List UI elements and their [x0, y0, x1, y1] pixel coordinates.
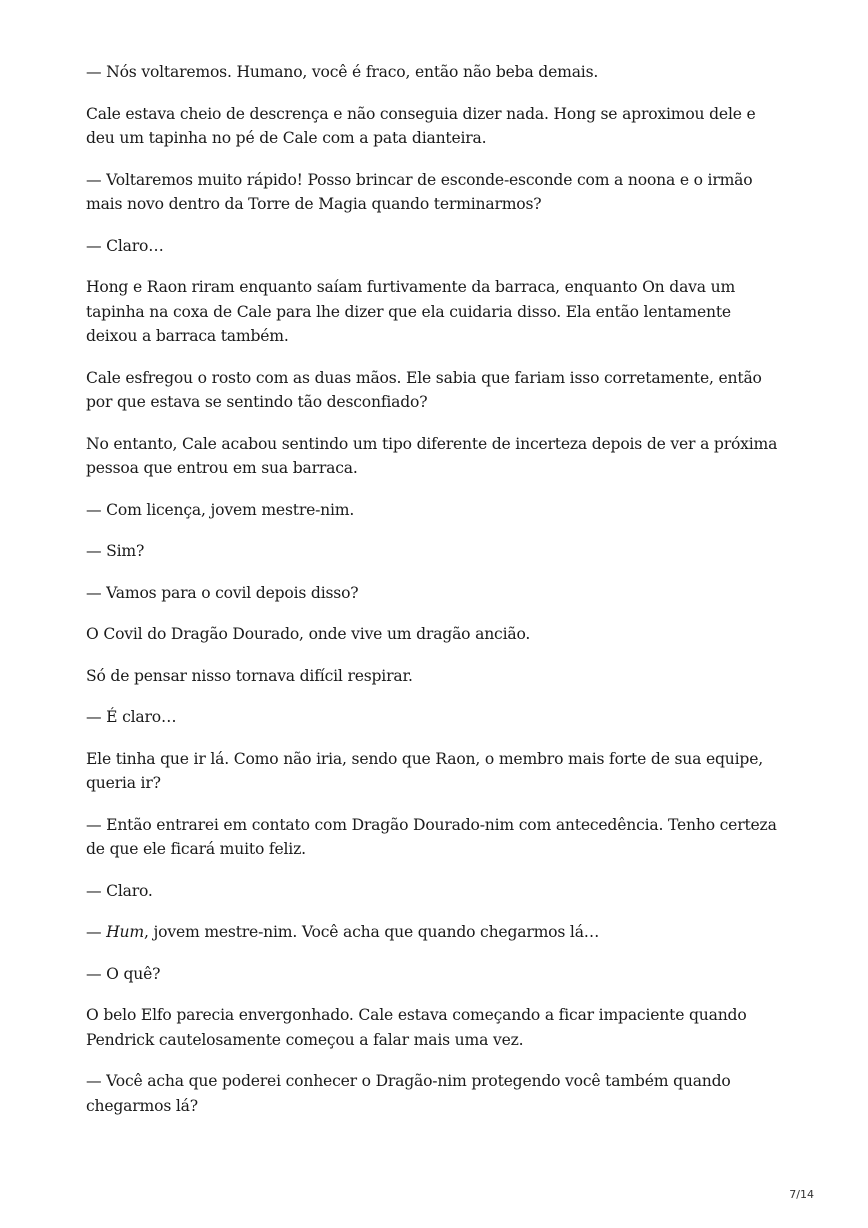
page-number: 7/14 [789, 1188, 814, 1201]
paragraph: — Voltaremos muito rápido! Posso brincar de esconde-esconde com a noona e o irmão mais novo dentro da Torre de Magia quando terminarmos? [86, 170, 753, 213]
emphasized-word: Hum [106, 923, 144, 941]
paragraph: — Nós voltaremos. Humano, você é fraco, então não beba demais. [86, 63, 599, 81]
paragraph: — Sim? [86, 542, 145, 560]
paragraph: Ele tinha que ir lá. Como não iria, sendo que Raon, o membro mais forte de sua equipe, queria ir? [86, 749, 763, 792]
paragraph: O Covil do Dragão Dourado, onde vive um dragão ancião. [86, 625, 531, 643]
paragraph: No entanto, Cale acabou sentindo um tipo diferente de incerteza depois de ver a próxima pessoa que entrou em sua barraca. [86, 434, 778, 477]
paragraph: — Então entrarei em contato com Dragão Dourado-nim com antecedência. Tenho certeza de que ele ficará muito feliz. [86, 815, 777, 858]
paragraph: — Claro. [86, 881, 153, 900]
paragraph-suffix: , jovem mestre-nim. Você acha que quando chegarmos lá… [144, 923, 600, 941]
paragraph: Cale esfregou o rosto com as duas mãos. Ele sabia que fariam isso corretamente, então por que estava se sentindo tão desconfiado? [86, 368, 762, 411]
paragraph: — Claro… [86, 236, 164, 255]
paragraph: Hong e Raon riram enquanto saíam furtivamente da barraca, enquanto On dava um tapinha na coxa de Cale para lhe dizer que ela cuidaria disso. Ela então lentamente deixou a barraca também. [86, 278, 736, 345]
paragraph: O belo Elfo parecia envergonhado. Cale estava começando a ficar impaciente quando Pendrick cautelosamente começou a falar mais uma vez. [86, 1006, 747, 1049]
paragraph: — Com licença, jovem mestre-nim. [86, 500, 355, 519]
paragraph: — Você acha que poderei conhecer o Dragão-nim protegendo você também quando chegarmos lá? [86, 1072, 731, 1115]
paragraph: — É claro… [86, 708, 177, 726]
paragraph: Cale estava cheio de descrença e não conseguia dizer nada. Hong se aproximou dele e deu um tapinha no pé de Cale com a pata dianteira. [86, 104, 756, 147]
paragraph: — O quê? [86, 964, 161, 983]
document-body [86, 60, 786, 1135]
paragraph: Só de pensar nisso tornava difícil respirar. [86, 666, 413, 685]
paragraph-prefix: — [86, 923, 107, 941]
paragraph-with-emphasis [86, 920, 786, 945]
paragraph: — Vamos para o covil depois disso? [86, 583, 359, 602]
